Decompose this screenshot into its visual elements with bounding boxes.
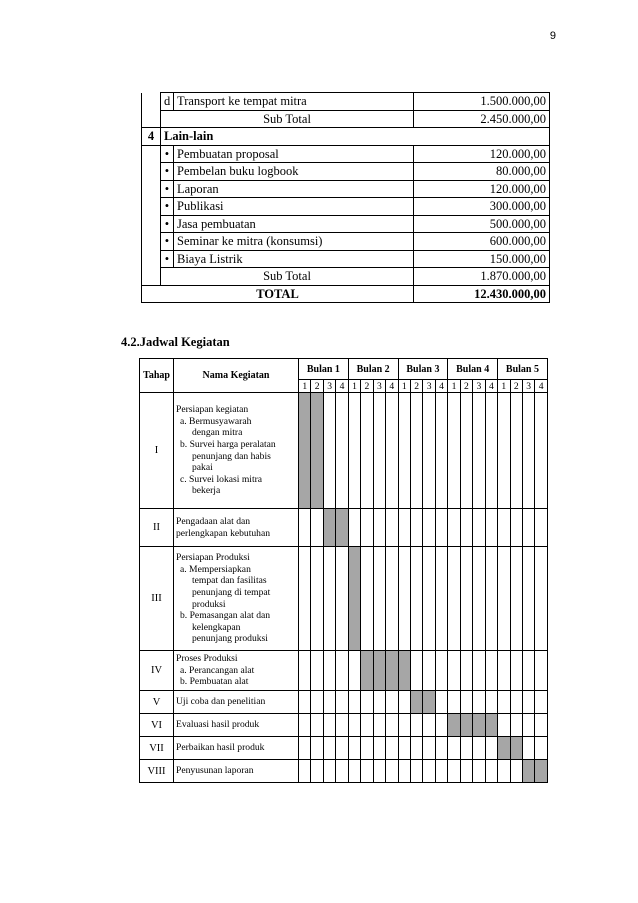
week-number: 2	[311, 380, 323, 393]
schedule-cell	[398, 547, 410, 651]
schedule-cell	[473, 651, 485, 691]
budget-row	[142, 215, 550, 233]
schedule-cell	[435, 714, 447, 737]
schedule-cell	[348, 393, 360, 509]
budget-section-cell	[142, 268, 161, 286]
budget-section-cell	[142, 198, 161, 216]
budget-item-label: Pembuatan proposal	[174, 145, 414, 163]
schedule-cell	[460, 737, 472, 760]
schedule-cell-filled	[423, 691, 435, 714]
schedule-cell	[423, 393, 435, 509]
budget-item-label: Laporan	[174, 180, 414, 198]
schedule-cell	[398, 393, 410, 509]
schedule-cell	[510, 651, 522, 691]
schedule-cell	[336, 737, 348, 760]
schedule-row	[140, 547, 548, 651]
schedule-cell	[498, 393, 510, 509]
schedule-cell-filled	[361, 651, 373, 691]
total-value: 12.430.000,00	[414, 285, 550, 303]
stage-number: VIII	[140, 760, 174, 783]
activity-cell	[174, 651, 299, 691]
budget-row	[142, 250, 550, 268]
schedule-cell	[348, 651, 360, 691]
stage-number: IV	[140, 651, 174, 691]
budget-item-value: 80.000,00	[414, 163, 550, 181]
schedule-cell	[498, 509, 510, 547]
week-number: 4	[336, 380, 348, 393]
schedule-cell	[398, 691, 410, 714]
schedule-cell	[386, 509, 398, 547]
schedule-cell	[398, 714, 410, 737]
schedule-cell	[386, 737, 398, 760]
activity-subitem: a. Bermusyawarah	[180, 415, 252, 427]
schedule-cell	[448, 760, 460, 783]
schedule-cell-filled	[348, 547, 360, 651]
schedule-cell	[448, 691, 460, 714]
week-number: 1	[448, 380, 460, 393]
schedule-cell-filled	[448, 714, 460, 737]
activity-cell	[174, 760, 299, 783]
schedule-cell	[485, 760, 497, 783]
month-header: Bulan 4	[448, 359, 498, 380]
subtotal-value: 1.870.000,00	[414, 268, 550, 286]
schedule-cell	[473, 737, 485, 760]
budget-section-cell	[142, 145, 161, 163]
activity-subitem: b. Survei harga peralatan	[180, 438, 276, 450]
schedule-cell-filled	[299, 393, 311, 509]
schedule-cell	[336, 760, 348, 783]
schedule-row	[140, 714, 548, 737]
schedule-cell	[299, 737, 311, 760]
schedule-cell	[448, 651, 460, 691]
activity-cell	[174, 509, 299, 547]
schedule-cell	[348, 714, 360, 737]
week-number: 3	[373, 380, 385, 393]
activity-title: Persiapan kegiatan	[176, 404, 249, 416]
week-number: 4	[386, 380, 398, 393]
schedule-cell	[398, 760, 410, 783]
schedule-cell	[336, 651, 348, 691]
schedule-cell	[323, 651, 335, 691]
bullet: •	[161, 180, 174, 198]
month-header: Bulan 3	[398, 359, 448, 380]
activity-subitem: c. Survei lokasi mitra	[180, 473, 263, 485]
budget-section-cell	[142, 110, 161, 128]
schedule-cell	[510, 547, 522, 651]
schedule-cell	[522, 714, 534, 737]
schedule-cell	[460, 691, 472, 714]
budget-item-label: Seminar ke mitra (konsumsi)	[174, 233, 414, 251]
schedule-cell	[311, 714, 323, 737]
bullet: •	[161, 145, 174, 163]
schedule-cell-filled	[460, 714, 472, 737]
budget-row	[142, 233, 550, 251]
activity-subitem: penunjang produksi	[192, 633, 268, 645]
activity-subitem: kelengkapan	[192, 621, 241, 633]
schedule-cell	[373, 393, 385, 509]
schedule-cell	[460, 547, 472, 651]
activity-subitem: b. Pemasangan alat dan	[180, 610, 271, 622]
week-number: 1	[498, 380, 510, 393]
schedule-cell	[435, 691, 447, 714]
stage-number: III	[140, 547, 174, 651]
activity-subitem: dengan mitra	[192, 427, 243, 439]
bullet: •	[161, 250, 174, 268]
subtotal-label: Sub Total	[161, 110, 414, 128]
stage-header: Tahap	[140, 359, 174, 393]
subtotal-value: 2.450.000,00	[414, 110, 550, 128]
budget-row	[142, 198, 550, 216]
schedule-cell	[460, 393, 472, 509]
budget-row	[142, 163, 550, 181]
schedule-cell	[522, 393, 534, 509]
activity-title: Pengadaan alat dan	[176, 515, 251, 527]
schedule-cell	[535, 714, 547, 737]
schedule-cell	[460, 651, 472, 691]
schedule-cell	[423, 760, 435, 783]
schedule-row	[140, 737, 548, 760]
schedule-row	[140, 760, 548, 783]
stage-number: I	[140, 393, 174, 509]
week-number: 3	[323, 380, 335, 393]
schedule-cell	[435, 547, 447, 651]
schedule-cell	[386, 393, 398, 509]
schedule-cell	[386, 547, 398, 651]
budget-section-cell	[142, 215, 161, 233]
schedule-cell	[361, 547, 373, 651]
schedule-cell	[398, 737, 410, 760]
schedule-row	[140, 651, 548, 691]
budget-item-value: 300.000,00	[414, 198, 550, 216]
schedule-cell	[535, 547, 547, 651]
budget-item-label: Transport ke tempat mitra	[174, 93, 414, 111]
activity-subitem: penunjang di tempat	[192, 586, 271, 598]
schedule-cell	[535, 737, 547, 760]
week-number: 2	[410, 380, 422, 393]
schedule-cell	[373, 509, 385, 547]
activity-title: Evaluasi hasil produk	[176, 719, 260, 731]
schedule-row	[140, 691, 548, 714]
schedule-cell	[473, 393, 485, 509]
schedule-cell	[423, 651, 435, 691]
activity-title: Uji coba dan penelitian	[176, 696, 266, 708]
activity-cell	[174, 691, 299, 714]
bullet: •	[161, 233, 174, 251]
schedule-row	[140, 509, 548, 547]
schedule-cell	[485, 737, 497, 760]
schedule-cell-filled	[535, 760, 547, 783]
week-number: 1	[348, 380, 360, 393]
activity-cell	[174, 737, 299, 760]
schedule-cell	[323, 737, 335, 760]
schedule-cell	[435, 651, 447, 691]
schedule-cell	[373, 760, 385, 783]
schedule-cell	[361, 737, 373, 760]
activity-subitem: b. Pembuatan alat	[180, 676, 249, 688]
schedule-cell	[410, 547, 422, 651]
schedule-cell	[323, 714, 335, 737]
schedule-cell	[435, 509, 447, 547]
budget-item-label: Biaya Listrik	[174, 250, 414, 268]
schedule-cell	[361, 760, 373, 783]
activity-subitem: bekerja	[192, 485, 221, 497]
bullet: •	[161, 163, 174, 181]
schedule-cell	[323, 691, 335, 714]
schedule-cell-filled	[522, 760, 534, 783]
budget-item-value: 120.000,00	[414, 180, 550, 198]
week-number: 2	[510, 380, 522, 393]
budget-item-value: 500.000,00	[414, 215, 550, 233]
schedule-cell	[535, 651, 547, 691]
schedule-cell	[386, 714, 398, 737]
schedule-cell	[498, 714, 510, 737]
week-number: 4	[535, 380, 547, 393]
schedule-table	[139, 358, 548, 783]
schedule-cell	[323, 393, 335, 509]
schedule-cell	[473, 691, 485, 714]
activity-subitem: pakai	[192, 462, 213, 474]
budget-section-cell	[142, 180, 161, 198]
schedule-cell	[448, 547, 460, 651]
schedule-cell-filled	[311, 393, 323, 509]
activity-cell	[174, 714, 299, 737]
schedule-cell	[386, 760, 398, 783]
schedule-cell	[299, 651, 311, 691]
schedule-cell	[410, 393, 422, 509]
schedule-cell	[510, 760, 522, 783]
budget-section-cell	[142, 250, 161, 268]
schedule-cell	[485, 651, 497, 691]
activity-subitem: perlengkapan kebutuhan	[176, 527, 271, 539]
schedule-cell	[336, 393, 348, 509]
activity-title: Perbaikan hasil produk	[176, 742, 265, 754]
schedule-cell	[299, 714, 311, 737]
schedule-cell	[522, 509, 534, 547]
month-header: Bulan 5	[498, 359, 548, 380]
activity-title: Proses Produksi	[176, 653, 238, 665]
budget-item-value: 600.000,00	[414, 233, 550, 251]
schedule-cell	[510, 691, 522, 714]
schedule-cell	[498, 760, 510, 783]
budget-item-label: Jasa pembuatan	[174, 215, 414, 233]
schedule-cell	[336, 691, 348, 714]
budget-total-row	[142, 285, 550, 303]
schedule-cell	[311, 691, 323, 714]
stage-number: VI	[140, 714, 174, 737]
schedule-cell	[361, 393, 373, 509]
total-label: TOTAL	[142, 285, 414, 303]
activity-header: Nama Kegiatan	[174, 359, 299, 393]
schedule-cell-filled	[410, 691, 422, 714]
schedule-cell	[410, 651, 422, 691]
schedule-cell	[448, 737, 460, 760]
schedule-cell-filled	[373, 651, 385, 691]
budget-section-cell	[142, 233, 161, 251]
activity-subitem: a. Mempersiapkan	[180, 563, 251, 575]
activity-cell	[174, 547, 299, 651]
schedule-cell	[423, 714, 435, 737]
schedule-cell	[348, 737, 360, 760]
budget-item-value: 1.500.000,00	[414, 93, 550, 111]
schedule-cell	[435, 393, 447, 509]
bullet: •	[161, 198, 174, 216]
schedule-cell	[299, 547, 311, 651]
schedule-cell	[473, 547, 485, 651]
schedule-cell	[473, 760, 485, 783]
week-number: 4	[435, 380, 447, 393]
schedule-cell	[361, 691, 373, 714]
schedule-cell	[386, 691, 398, 714]
schedule-cell	[361, 509, 373, 547]
schedule-cell	[510, 714, 522, 737]
schedule-cell	[336, 547, 348, 651]
schedule-cell	[485, 393, 497, 509]
week-number: 3	[423, 380, 435, 393]
week-number: 1	[299, 380, 311, 393]
schedule-cell	[423, 509, 435, 547]
budget-subtotal-row	[142, 110, 550, 128]
schedule-cell	[311, 760, 323, 783]
budget-row	[142, 180, 550, 198]
schedule-cell	[535, 509, 547, 547]
schedule-cell	[485, 547, 497, 651]
week-number: 1	[398, 380, 410, 393]
schedule-cell	[348, 691, 360, 714]
section-title: Lain-lain	[161, 128, 550, 146]
schedule-cell	[535, 393, 547, 509]
activity-subitem: a. Perancangan alat	[180, 664, 255, 676]
schedule-cell	[373, 714, 385, 737]
activity-subitem: tempat dan fasilitas	[192, 575, 267, 587]
budget-item-label: Pembelan buku logbook	[174, 163, 414, 181]
stage-number: VII	[140, 737, 174, 760]
schedule-cell	[460, 509, 472, 547]
schedule-cell	[498, 691, 510, 714]
schedule-section-title: 4.2.Jadwal Kegiatan	[121, 335, 230, 349]
budget-row	[142, 145, 550, 163]
schedule-cell	[299, 509, 311, 547]
week-number: 2	[460, 380, 472, 393]
schedule-cell	[522, 547, 534, 651]
budget-item-label: Publikasi	[174, 198, 414, 216]
stage-number: V	[140, 691, 174, 714]
budget-item-value: 150.000,00	[414, 250, 550, 268]
schedule-cell	[311, 509, 323, 547]
schedule-cell	[323, 760, 335, 783]
schedule-cell-filled	[485, 714, 497, 737]
budget-row	[142, 93, 550, 111]
budget-item-value: 120.000,00	[414, 145, 550, 163]
schedule-cell	[299, 691, 311, 714]
month-header: Bulan 2	[348, 359, 398, 380]
week-number: 3	[522, 380, 534, 393]
schedule-cell-filled	[510, 737, 522, 760]
month-header: Bulan 1	[299, 359, 349, 380]
schedule-header-row	[140, 359, 548, 380]
budget-section-cell	[142, 163, 161, 181]
budget-item-index: d	[161, 93, 174, 111]
schedule-cell	[373, 547, 385, 651]
activity-title: Penyusunan laporan	[176, 765, 254, 777]
stage-number: II	[140, 509, 174, 547]
schedule-cell	[522, 691, 534, 714]
schedule-cell	[373, 737, 385, 760]
schedule-cell	[448, 509, 460, 547]
schedule-cell	[510, 393, 522, 509]
activity-cell	[174, 393, 299, 509]
schedule-cell-filled	[473, 714, 485, 737]
bullet: •	[161, 215, 174, 233]
budget-section-row	[142, 128, 550, 146]
week-number: 4	[485, 380, 497, 393]
page-number: 9	[549, 30, 556, 42]
schedule-cell	[522, 737, 534, 760]
schedule-cell	[410, 714, 422, 737]
week-number: 2	[361, 380, 373, 393]
schedule-cell	[311, 651, 323, 691]
schedule-cell	[535, 691, 547, 714]
activity-subitem: penunjang dan habis	[192, 450, 271, 462]
schedule-cell	[410, 737, 422, 760]
schedule-cell-filled	[386, 651, 398, 691]
schedule-cell	[311, 547, 323, 651]
schedule-cell	[410, 760, 422, 783]
schedule-cell	[311, 737, 323, 760]
activity-subitem: produksi	[192, 598, 226, 610]
schedule-cell	[423, 547, 435, 651]
schedule-cell	[485, 509, 497, 547]
schedule-cell	[522, 651, 534, 691]
schedule-cell	[423, 737, 435, 760]
week-number: 3	[473, 380, 485, 393]
schedule-row	[140, 393, 548, 509]
schedule-cell	[473, 509, 485, 547]
section-number: 4	[142, 128, 161, 146]
budget-section-cell	[142, 93, 161, 111]
subtotal-label: Sub Total	[161, 268, 414, 286]
schedule-cell	[348, 760, 360, 783]
schedule-cell	[323, 547, 335, 651]
schedule-cell	[373, 691, 385, 714]
schedule-cell-filled	[323, 509, 335, 547]
schedule-cell	[460, 760, 472, 783]
schedule-cell	[336, 714, 348, 737]
schedule-cell	[435, 737, 447, 760]
schedule-cell	[485, 691, 497, 714]
schedule-cell	[448, 393, 460, 509]
schedule-cell	[510, 509, 522, 547]
budget-subtotal-row	[142, 268, 550, 286]
schedule-cell-filled	[398, 651, 410, 691]
schedule-cell	[361, 714, 373, 737]
schedule-cell	[435, 760, 447, 783]
schedule-cell-filled	[336, 509, 348, 547]
schedule-cell	[398, 509, 410, 547]
activity-title: Persiapan Produksi	[176, 552, 250, 564]
schedule-cell	[498, 651, 510, 691]
schedule-cell	[348, 509, 360, 547]
schedule-cell	[299, 760, 311, 783]
schedule-cell-filled	[498, 737, 510, 760]
schedule-cell	[410, 509, 422, 547]
budget-table	[141, 92, 550, 303]
schedule-cell	[498, 547, 510, 651]
